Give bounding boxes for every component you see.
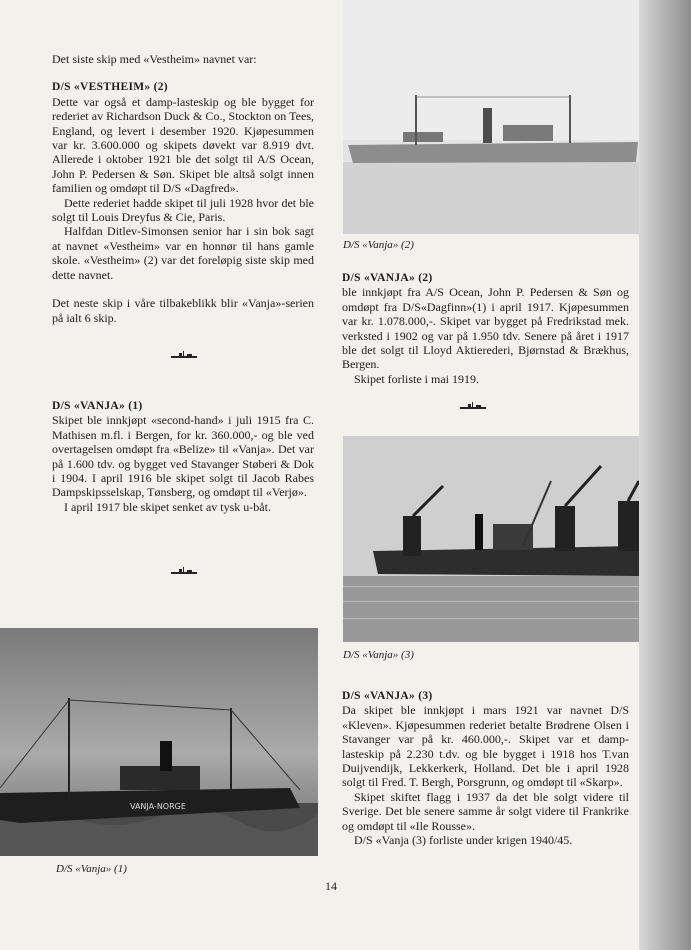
ship-icon — [171, 351, 197, 359]
photo-vanja-3-caption: D/S «Vanja» (3) — [343, 649, 414, 661]
vanja3-para-2: Skipet skiftet flagg i 1937 da det ble solgt videre til Sverige. Det ble senere samme år solgt videre til Frankrike og omdøpt til «Ile Rousse». — [342, 789, 629, 833]
page-edge-shadow — [639, 0, 691, 950]
vanja3-para-3: D/S «Vanja (3) forliste under krigen 1940/45. — [354, 833, 573, 848]
vestheim2-para-3: Halfdan Ditlev-Simonsen senior har i sin bok sagt at navnet «Vestheim» var en honnør til hans gamle skole. «Vestheim» (2) var det foreløpig siste skip med dette navnet. — [52, 224, 314, 282]
vanja3-heading: D/S «VANJA» (3) — [342, 690, 433, 702]
ship-photo-image — [343, 0, 639, 234]
photo-vanja-1-caption: D/S «Vanja» (1) — [56, 863, 127, 875]
vanja1-heading: D/S «VANJA» (1) — [52, 400, 143, 412]
vanja2-para-1: ble innkjøpt fra A/S Ocean, John P. Pedersen & Søn og omdøpt fra D/S«Dagfinn»(1) i april 1917. Kjøpesummen var kr. 1.078.000,-. Skipet var bygget på Fredrikstad mek. verksted i 1902 og var på 1.950 tdv. Senere på året i 1917 ble det solgt til Lloyd Aktierederi, Bjørnstad & Brækhus, Bergen. — [342, 285, 629, 372]
page-number: 14 — [325, 879, 337, 893]
next-series-text: Det neste skip i våre tilbakeblikk blir «Vanja»-serien på ialt 6 skip. — [52, 296, 314, 325]
ship-icon — [460, 402, 486, 410]
vanja1-para-2: I april 1917 ble skipet senket av tysk u-båt. — [64, 499, 271, 514]
vanja2-para-2: Skipet forliste i mai 1919. — [354, 371, 479, 386]
ship-icon — [171, 567, 197, 575]
vestheim2-para-2: Dette rederiet hadde skipet til juli 1928 hvor det ble solgt til Louis Dreyfus & Cie, Paris. — [52, 195, 314, 225]
hull-text: VANJA-NORGE — [130, 802, 186, 811]
harbor-ship-image — [343, 436, 639, 642]
intro-text: Det siste skip med «Vestheim» navnet var: — [52, 52, 257, 66]
vanja3-para-1: Da skipet ble innkjøpt i mars 1921 var navnet D/S «Kleven». Kjøpesummen rederiet betalte Brødrene Olsen i Stavanger var på kr. 460.000,-. Skipet var et damp-lasteskip på 2.230 t.dv. og ble bygget i 1918 hos T.van Duijvendijk, Lekkerkerk, Holland. Det ble i april 1928 solgt til Fred. T. Bergh, Porsgrunn, og omdøpt til «Skarp». — [342, 703, 629, 790]
ship-painting-image — [0, 628, 318, 856]
vanja2-section — [342, 271, 629, 386]
vanja1-section — [52, 399, 314, 514]
photo-vanja-3 — [343, 436, 639, 642]
vanja3-section — [342, 689, 629, 847]
vanja1-para-1: Skipet ble innkjøpt «second-hand» i juli 1915 fra C. Mathisen m.fl. i Bergen, for kr. 360.000,- og ble ved overtagelsen omdøpt fra «Belize» til «Vanja». Det var på 1.600 tdv. og bygget ved Stavanger Støberi & Dok i 1904. I april 1916 ble skipet solgt til Jacob Rabes Dampskipsselskap, Tønsberg, og omdøpt til «Verjø». — [52, 413, 314, 500]
left-column — [52, 52, 314, 325]
vestheim2-heading: D/S «VESTHEIM» (2) — [52, 81, 168, 94]
vestheim2-para-1: Dette var også et damp-lasteskip og ble bygget for rederiet av Richardson Duck & Co., Stockton on Tees, England, og levert i desember 1920. Kjøpesummen var kr. 3.600.000 og skipets døvekt var 8.919 dvt. Allerede i oktober 1921 ble det solgt til A/S Ocean, John P. Pedersen & Søn. Skipet ble altså solgt innen familien og omdøpt til D/S «Dagfred». — [52, 94, 314, 196]
vanja2-heading: D/S «VANJA» (2) — [342, 272, 433, 284]
photo-vanja-2-caption: D/S «Vanja» (2) — [343, 239, 414, 251]
photo-vanja-2 — [343, 0, 639, 234]
photo-vanja-1 — [0, 628, 318, 856]
